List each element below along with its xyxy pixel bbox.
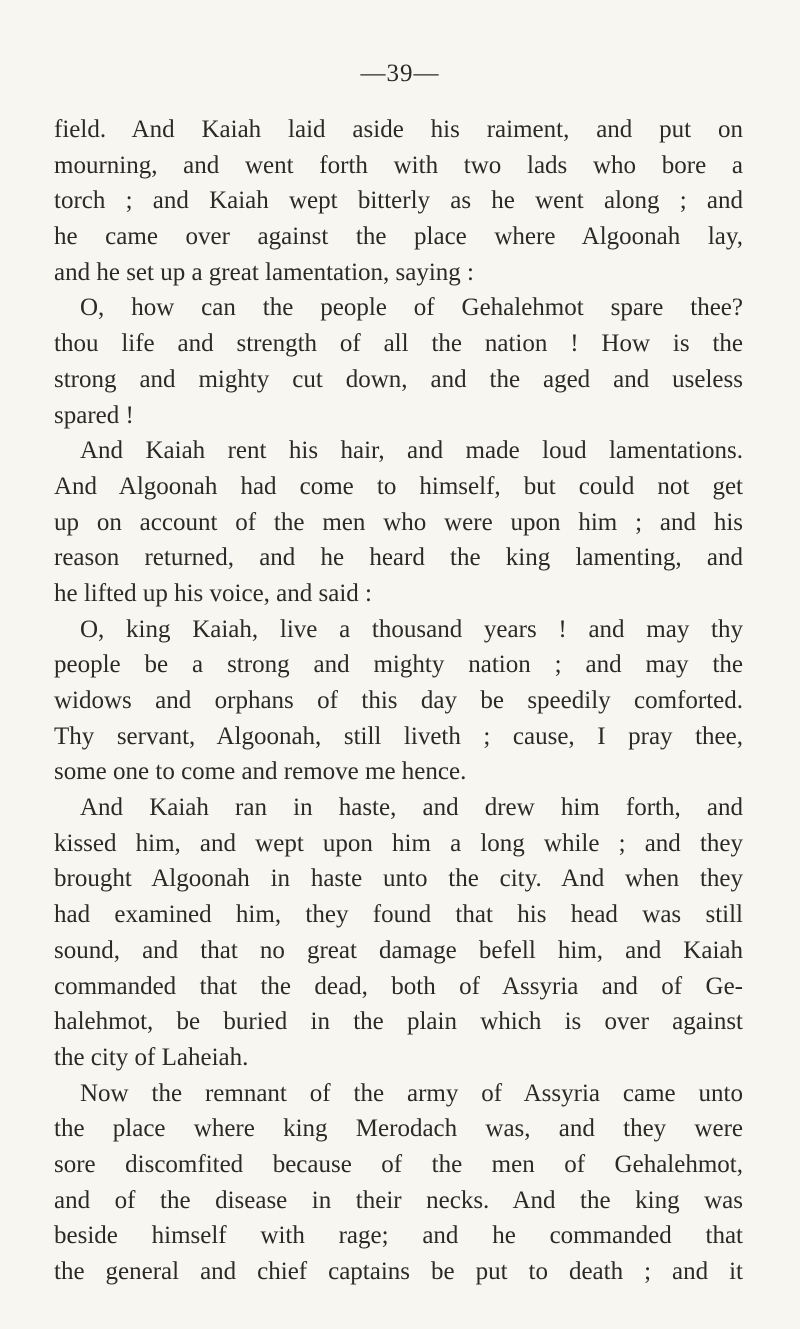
body-text xyxy=(54,112,743,1290)
text-line: beside himself with rage; and he commanded that xyxy=(54,1222,743,1250)
text-line: sound, and that no great damage befell him, and Kaiah xyxy=(54,936,743,964)
text-line: some one to come and remove me hence. xyxy=(54,758,467,786)
text-line: had examined him, they found that his head was still xyxy=(54,901,743,929)
text-line: strong and mighty cut down, and the aged and useless xyxy=(54,365,743,393)
text-line: widows and orphans of this day be speedily comforted. xyxy=(54,687,743,714)
text-line: Now the remnant of the army of Assyria came unto xyxy=(80,1079,743,1107)
text-line: the place where king Merodach was, and they were xyxy=(54,1115,743,1143)
text-line: and of the disease in their necks. And the king was xyxy=(54,1186,743,1214)
text-line: kissed him, and wept upon him a long while ; and they xyxy=(54,829,743,857)
text-line: torch ; and Kaiah wept bitterly as he went along ; and xyxy=(54,187,743,215)
text-line: people be a strong and mighty nation ; and may the xyxy=(54,651,743,679)
text-line: thou life and strength of all the nation ! How is the xyxy=(54,330,743,358)
text-line: mourning, and went forth with two lads who bore a xyxy=(54,151,743,179)
text-line: the city of Laheiah. xyxy=(54,1043,249,1071)
text-line: and he set up a great lamentation, saying : xyxy=(54,258,475,286)
text-line: the general and chief captains be put to death ; and it xyxy=(54,1258,743,1285)
text-line: brought Algoonah in haste unto the city. And when they xyxy=(54,865,743,893)
text-line: he lifted up his voice, and said : xyxy=(54,579,372,607)
text-line: sore discomfited because of the men of Gehalehmot, xyxy=(54,1150,743,1178)
text-line: reason returned, and he heard the king lamenting, and xyxy=(54,544,743,572)
text-line: commanded that the dead, both of Assyria and of Ge- xyxy=(54,972,743,1000)
page-number: —39— xyxy=(360,60,440,87)
text-line: O, king Kaiah, live a thousand years ! and may thy xyxy=(80,615,743,643)
text-line: And Kaiah ran in haste, and drew him forth, and xyxy=(80,794,743,822)
text-line: field. And Kaiah laid aside his raiment, and put on xyxy=(54,116,743,143)
text-line: up on account of the men who were upon him ; and his xyxy=(54,508,743,536)
text-line: Thy servant, Algoonah, still liveth ; cause, I pray thee, xyxy=(54,722,743,750)
text-line: And Algoonah had come to himself, but could not get xyxy=(54,472,743,500)
text-line: he came over against the place where Algoonah lay, xyxy=(54,223,743,251)
text-line: O, how can the people of Gehalehmot spare thee? xyxy=(80,294,743,322)
text-line: And Kaiah rent his hair, and made loud lamentations. xyxy=(80,437,743,465)
text-line: spared ! xyxy=(54,401,134,429)
text-line: halehmot, be buried in the plain which is over against xyxy=(54,1008,743,1036)
